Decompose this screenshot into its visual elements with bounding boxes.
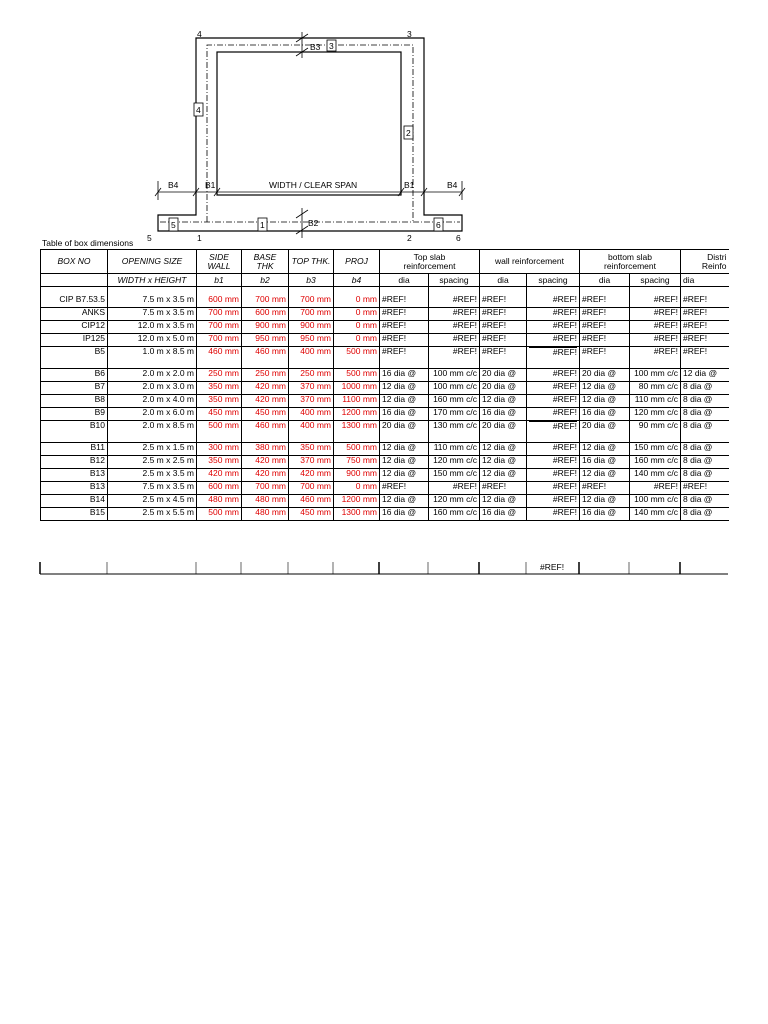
table-cell: #REF! [580,295,630,308]
table-cell: 420 mm [242,381,289,394]
table-cell: #REF! [429,346,480,368]
table-cell: 12 dia @ [580,442,630,455]
table-cell: 2.0 m x 6.0 m [108,407,197,420]
extra-wall-ref: #REF! [529,347,577,357]
table-cell: 420 mm [289,468,334,481]
table-cell: B10 [41,420,108,442]
header-b1: b1 [197,274,242,287]
table-cell: 12 dia @ [580,468,630,481]
table-cell: 370 mm [289,394,334,407]
table-cell: 700 mm [197,320,242,333]
table-cell: 700 mm [289,307,334,320]
table-cell: 700 mm [289,295,334,308]
table-cell: 20 dia @ [480,368,527,381]
box-dimensions-table [40,249,729,521]
table-cell: 110 mm c/c [429,442,480,455]
table-cell: 140 mm c/c [630,507,681,520]
table-cell: 460 mm [197,346,242,368]
table-cell: ANKS [41,307,108,320]
table-cell: 2.5 m x 3.5 m [108,468,197,481]
table-row [41,468,729,481]
table-cell: 250 mm [242,368,289,381]
table-cell: 950 mm [242,333,289,346]
table-cell: 8 dia @ [681,494,729,507]
table-cell: #REF! [630,481,681,494]
table-cell: 20 dia @ [380,420,429,442]
table-cell: 20 dia @ [580,420,630,442]
table-row [41,346,729,368]
table-cell: #REF! [681,346,729,368]
table-cell: #REF! [429,307,480,320]
table-cell: #REF! [429,320,480,333]
table-row [41,481,729,494]
header-side-wall: SIDE WALL [197,250,242,274]
table-cell: #REF! [380,307,429,320]
table-cell: 480 mm [242,507,289,520]
table-cell: 150 mm c/c [429,468,480,481]
table-cell: 2.5 m x 1.5 m [108,442,197,455]
table-cell: 1.0 m x 8.5 m [108,346,197,368]
table-cell: #REF! [429,333,480,346]
table-cell: 80 mm c/c [630,381,681,394]
table-cell: 700 mm [242,295,289,308]
table-cell: #REF! [681,320,729,333]
dim-label-b1-left: B1 [205,180,216,190]
header-top-slab: Top slab reinforcement [380,250,480,274]
table-cell: 8 dia @ [681,442,729,455]
table-cell: 370 mm [289,455,334,468]
header-dia: dia [480,274,527,287]
table-cell: 160 mm c/c [429,394,480,407]
table-cell: 2.0 m x 8.5 m [108,420,197,442]
table-cell: #REF! [630,295,681,308]
culvert-inner-opening [217,52,401,195]
table-cell: 500 mm [334,368,380,381]
table-cell: #REF! [580,307,630,320]
table-cell: 370 mm [289,381,334,394]
table-cell: #REF! [480,333,527,346]
table-cell: 1300 mm [334,507,380,520]
table-cell: 460 mm [242,420,289,442]
bottom-row [0,558,768,588]
table-row [41,320,729,333]
table-cell: 12 dia @ [480,394,527,407]
table-row [41,333,729,346]
table-row [41,420,729,442]
member-tag-5: 5 [171,220,176,230]
table-cell: 20 dia @ [480,420,527,442]
table-cell: B13 [41,481,108,494]
table-cell: B15 [41,507,108,520]
table-cell: 1200 mm [334,407,380,420]
dim-label-b1-right: B1 [404,180,415,190]
node-label-6: 6 [456,233,461,243]
table-cell: 420 mm [197,468,242,481]
table-cell: 250 mm [197,368,242,381]
table-cell: #REF! [380,295,429,308]
table-cell: 8 dia @ [681,468,729,481]
table-cell: #REF! [527,494,580,507]
table-cell: 0 mm [334,307,380,320]
table-cell: 160 mm c/c [429,507,480,520]
table-cell: #REF! [630,320,681,333]
table-cell: #REF! [527,468,580,481]
table-cell: 0 mm [334,295,380,308]
header-b2: b2 [242,274,289,287]
header-distribution: Distri Reinfo [681,250,729,274]
table-cell: #REF! [527,507,580,520]
table-row [41,407,729,420]
table-cell: #REF! [380,346,429,368]
table-row [41,381,729,394]
table-cell: 500 mm [197,507,242,520]
span-label: WIDTH / CLEAR SPAN [269,180,358,190]
table-cell: 16 dia @ [380,507,429,520]
member-tag-3: 3 [329,41,334,51]
table-cell: #REF! [380,320,429,333]
node-label-2: 2 [407,233,412,243]
table-cell: #REF! [527,455,580,468]
table-cell: IP125 [41,333,108,346]
table-cell: #REF! [527,381,580,394]
table-cell: 20 dia @ [480,381,527,394]
table-cell: 2.0 m x 3.0 m [108,381,197,394]
table-cell: 110 mm c/c [630,394,681,407]
bottom-row-ref: #REF! [540,562,565,572]
node-label-4: 4 [197,29,202,39]
table-cell: 500 mm [197,420,242,442]
table-cell: 450 mm [289,507,334,520]
table-cell: #REF! [580,320,630,333]
table-cell: 600 mm [197,481,242,494]
member-tag-6: 6 [436,220,441,230]
table-cell: 12 dia @ [580,494,630,507]
table-row [41,442,729,455]
table-cell: 12 dia @ [380,468,429,481]
header-base-thk: BASE THK [242,250,289,274]
table-cell: 12 dia @ [681,368,729,381]
table-cell: 1200 mm [334,494,380,507]
table-cell: 700 mm [197,307,242,320]
table-cell: 100 mm c/c [429,368,480,381]
table-cell: CIP12 [41,320,108,333]
table-cell: 420 mm [242,455,289,468]
header-width-height: WIDTH x HEIGHT [108,274,197,287]
table-cell: B14 [41,494,108,507]
table-cell: 700 mm [242,481,289,494]
table-cell: #REF! [681,307,729,320]
table-cell: 1100 mm [334,394,380,407]
table-cell: 700 mm [197,333,242,346]
table-cell: 2.0 m x 4.0 m [108,394,197,407]
table-cell: 350 mm [197,394,242,407]
table-cell: 12 dia @ [380,494,429,507]
table-cell: 900 mm [289,320,334,333]
table-cell: 8 dia @ [681,507,729,520]
table-cell: 16 dia @ [580,455,630,468]
table-caption: Table of box dimensions [42,238,134,248]
table-cell: #REF! [630,333,681,346]
table-cell: 100 mm c/c [630,494,681,507]
table-cell: B8 [41,394,108,407]
table-cell: 8 dia @ [681,420,729,442]
table-cell: #REF! [681,481,729,494]
node-label-3: 3 [407,29,412,39]
table-cell: #REF! [580,346,630,368]
table-cell: 16 dia @ [580,507,630,520]
table-cell: 90 mm c/c [630,420,681,442]
table-cell: 600 mm [242,307,289,320]
table-cell: 480 mm [242,494,289,507]
table-cell [527,346,580,368]
table-cell: 450 mm [242,407,289,420]
table-cell: 1300 mm [334,420,380,442]
table-cell: 420 mm [242,394,289,407]
table-row [41,494,729,507]
table-cell: 8 dia @ [681,394,729,407]
header-b4: b4 [334,274,380,287]
table-cell: 2.5 m x 4.5 m [108,494,197,507]
table-cell: B9 [41,407,108,420]
table-cell: 0 mm [334,333,380,346]
table-cell: 7.5 m x 3.5 m [108,307,197,320]
table-cell: #REF! [480,481,527,494]
table-cell: 12 dia @ [380,442,429,455]
table-cell: #REF! [527,368,580,381]
table-cell: 8 dia @ [681,455,729,468]
table-cell: 12 dia @ [480,455,527,468]
node-label-5: 5 [147,233,152,243]
table-cell: 16 dia @ [380,407,429,420]
table-cell: 500 mm [334,442,380,455]
dim-label-b4-left: B4 [168,180,179,190]
table-cell: #REF! [480,307,527,320]
table-cell: 16 dia @ [480,407,527,420]
table-cell: #REF! [380,481,429,494]
table-cell: 12 dia @ [480,442,527,455]
table-cell: #REF! [630,346,681,368]
table-cell: 160 mm c/c [630,455,681,468]
table-cell: 120 mm c/c [429,494,480,507]
box-culvert-drawing [0,0,768,250]
table-cell: 12 dia @ [480,468,527,481]
header-dia: dia [681,274,729,287]
table-row [41,368,729,381]
member-tag-1: 1 [260,220,265,230]
table-cell: 600 mm [197,295,242,308]
header-spacing: spacing [527,274,580,287]
table-cell: 350 mm [289,442,334,455]
table-cell: 130 mm c/c [429,420,480,442]
table-cell: #REF! [527,481,580,494]
table-cell: #REF! [527,333,580,346]
table-row [41,295,729,308]
table-cell: 140 mm c/c [630,468,681,481]
table-cell: 12 dia @ [380,394,429,407]
table-cell: #REF! [380,333,429,346]
table-cell: 700 mm [289,481,334,494]
table-cell: #REF! [580,333,630,346]
table-cell: B7 [41,381,108,394]
table-header-row [41,250,729,274]
table-cell: #REF! [429,295,480,308]
culvert-outer-outline [158,38,462,231]
table-cell: 420 mm [242,468,289,481]
table-cell: 12 dia @ [580,381,630,394]
table-cell: 400 mm [289,407,334,420]
table-cell: 950 mm [289,333,334,346]
member-tag-2: 2 [406,128,411,138]
table-cell: 450 mm [197,407,242,420]
table-cell: #REF! [527,407,580,420]
table-cell: #REF! [580,481,630,494]
table-cell: 170 mm c/c [429,407,480,420]
member-tag-4: 4 [196,105,201,115]
table-cell: 900 mm [334,468,380,481]
table-cell: 1000 mm [334,381,380,394]
header-dia: dia [380,274,429,287]
table-cell: 120 mm c/c [429,455,480,468]
dim-label-b2: B2 [308,218,319,228]
table-cell: 380 mm [242,442,289,455]
table-cell: 500 mm [334,346,380,368]
table-cell: #REF! [480,346,527,368]
table-cell: 8 dia @ [681,381,729,394]
table-cell: 250 mm [289,368,334,381]
table-cell: 0 mm [334,320,380,333]
header-spacing: spacing [630,274,681,287]
table-cell: 12 dia @ [380,455,429,468]
header-opening-size: OPENING SIZE [108,250,197,274]
dim-label-b3: B3 [310,42,321,52]
node-label-1: 1 [197,233,202,243]
dim-label-b4-right: B4 [447,180,458,190]
table-cell: 12.0 m x 3.5 m [108,320,197,333]
header-box-no: BOX NO [41,250,108,274]
table-cell: 750 mm [334,455,380,468]
table-cell: #REF! [681,333,729,346]
table-cell: 16 dia @ [480,507,527,520]
table-cell: 2.0 m x 2.0 m [108,368,197,381]
table-cell: 7.5 m x 3.5 m [108,481,197,494]
table-cell: 150 mm c/c [630,442,681,455]
table-cell: #REF! [429,481,480,494]
header-wall-reinforcement: wall reinforcement [480,250,580,274]
table-cell: #REF! [681,295,729,308]
table-cell: 0 mm [334,481,380,494]
table-cell: #REF! [480,320,527,333]
table-cell: #REF! [630,307,681,320]
table-cell: 300 mm [197,442,242,455]
table-cell: 16 dia @ [380,368,429,381]
table-cell: B5 [41,346,108,368]
extra-wall-ref: #REF! [529,421,577,431]
table-cell: 350 mm [197,455,242,468]
table-cell: #REF! [527,442,580,455]
header-bottom-slab: bottom slab reinforcement [580,250,681,274]
table-cell: 7.5 m x 3.5 m [108,295,197,308]
table-cell: 120 mm c/c [630,407,681,420]
table-cell: 460 mm [289,494,334,507]
table-row [41,507,729,520]
table-cell: 12 dia @ [480,494,527,507]
table-cell: B11 [41,442,108,455]
table-cell: #REF! [527,295,580,308]
table-cell: CIP B7.53.5 [41,295,108,308]
table-cell: 2.5 m x 2.5 m [108,455,197,468]
header-b3: b3 [289,274,334,287]
table-cell: 8 dia @ [681,407,729,420]
table-cell: 16 dia @ [580,407,630,420]
table-cell: 12 dia @ [380,381,429,394]
table-cell: 12 dia @ [580,394,630,407]
table-cell: 400 mm [289,420,334,442]
table-cell: 350 mm [197,381,242,394]
table-row [41,455,729,468]
table-cell: B13 [41,468,108,481]
table-cell: #REF! [527,320,580,333]
table-cell: #REF! [480,295,527,308]
table-cell: 400 mm [289,346,334,368]
table-cell: 900 mm [242,320,289,333]
header-top-thk: TOP THK. [289,250,334,274]
table-cell: #REF! [527,394,580,407]
table-row [41,307,729,320]
header-dia: dia [580,274,630,287]
table-cell: 100 mm c/c [630,368,681,381]
table-subheader-row [41,274,729,287]
table-cell: 12.0 m x 5.0 m [108,333,197,346]
header-proj: PROJ [334,250,380,274]
table-cell: 480 mm [197,494,242,507]
header-spacing: spacing [429,274,480,287]
table-cell [527,420,580,442]
table-cell: 20 dia @ [580,368,630,381]
table-cell: B12 [41,455,108,468]
table-row [41,394,729,407]
table-cell: #REF! [527,307,580,320]
table-cell: 2.5 m x 5.5 m [108,507,197,520]
table-cell: B6 [41,368,108,381]
table-cell: 100 mm c/c [429,381,480,394]
spacer-row [41,287,729,295]
table-cell: 460 mm [242,346,289,368]
